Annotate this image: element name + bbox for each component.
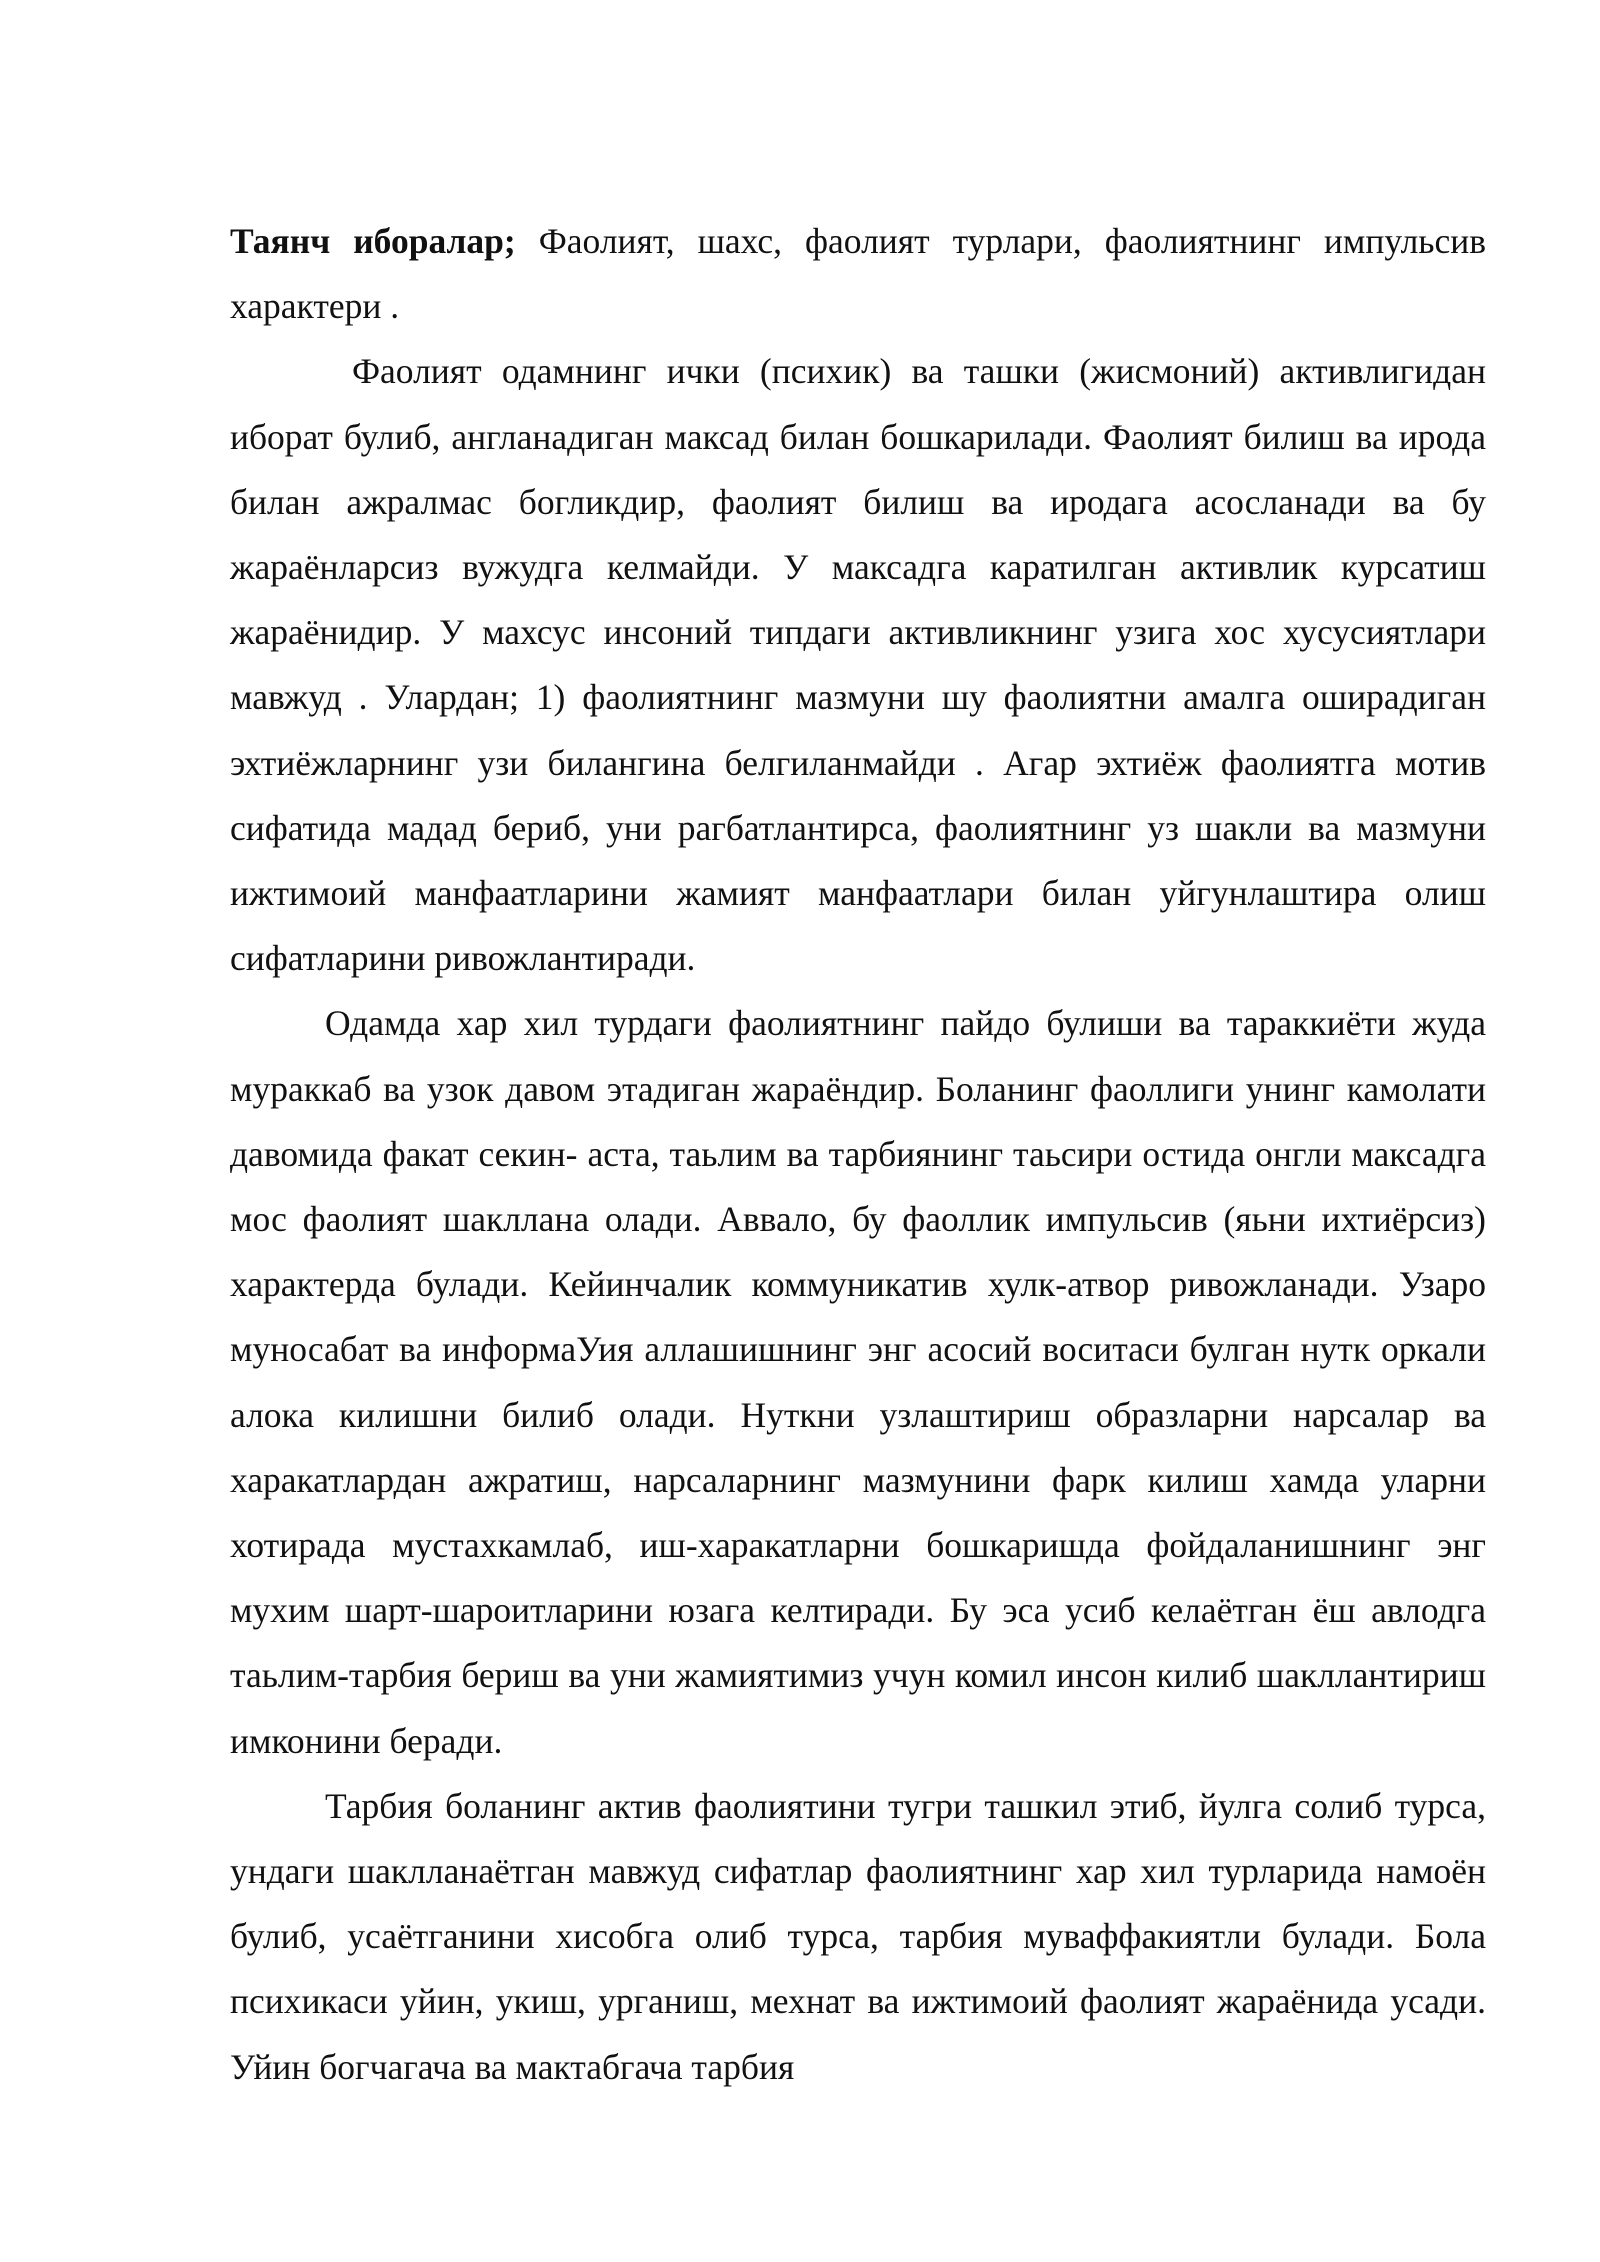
- keywords-line: [230, 209, 1486, 339]
- keywords-text: Фаолият, шахс, фаолият турлари, фаолиятнинг импульсив характери .: [230, 221, 1487, 327]
- document-page: [230, 209, 1486, 2100]
- paragraph-activity-definition: Фаолият одамнинг ички (психик) ва ташки (жисмоний) активлигидан иборат булиб, англанадиган максад билан бошкарилади. Фаолият билиш ва ирода билан ажралмас богликдир, фаолият билиш ва иродага асосланади ва бу жараёнларсиз вужудга келмайди. У максадга каратилган активлик курсатиш жараёнидир. У махсус инсоний типдаги активликнинг узига хос хусусиятлари мавжуд . Улардан; 1) фаолиятнинг мазмуни шу фаолиятни амалга оширадиган эхтиёжларнинг узи билангина белгиланмайди . Агар эхтиёж фаолиятга мотив сифатида мадад бериб, уни рагбатлантирса, фаолиятнинг уз шакли ва мазмуни ижтимоий манфаатларини жамият манфаатлари билан уйгунлаштира олиш сифатларини ривожлантиради.: [230, 351, 1486, 979]
- keywords-label: Таянч иборалар;: [230, 221, 516, 261]
- paragraph-upbringing: Тарбия боланинг актив фаолиятини тугри ташкил этиб, йулга солиб турса, ундаги шаклланаётган мавжуд сифатлар фаолиятнинг хар хил турларида намоён булиб, усаётганини хисобга олиб турса, тарбия муваффакиятли булади. Бола психикаси уйин, укиш, урганиш, мехнат ва ижтимоий фаолият жараёнида усади. Уйин богчагача ва мактабгача тарбия: [230, 1785, 1486, 2087]
- paragraph-activity-development: Одамда хар хил турдаги фаолиятнинг пайдо булиши ва тараккиёти жуда мураккаб ва узок давом этадиган жараёндир. Боланинг фаоллиги унинг камолати давомида факат секин- аста, таьлим ва тарбиянинг таьсири остида онгли максадга мос фаолият шакллана олади. Аввало, бу фаоллик импульсив (яьни ихтиёрсиз) характерда булади. Кейинчалик коммуникатив хулк-атвор ривожланади. Узаро муносабат ва информаУия аллашишнинг энг асосий воситаси булган нутк оркали алока килишни билиб олади. Нуткни узлаштириш образларни нарсалар ва харакатлардан ажратиш, нарсаларнинг мазмунини фарк килиш хамда уларни хотирада мустахкамлаб, иш-харакатларни бошкаришда фойдаланишнинг энг мухим шарт-шароитларини юзага келтиради. Бу эса усиб келаётган ёш авлодга таьлим-тарбия бериш ва уни жамиятимиз учун комил инсон килиб шакллантириш имконини беради.: [230, 1003, 1486, 1761]
